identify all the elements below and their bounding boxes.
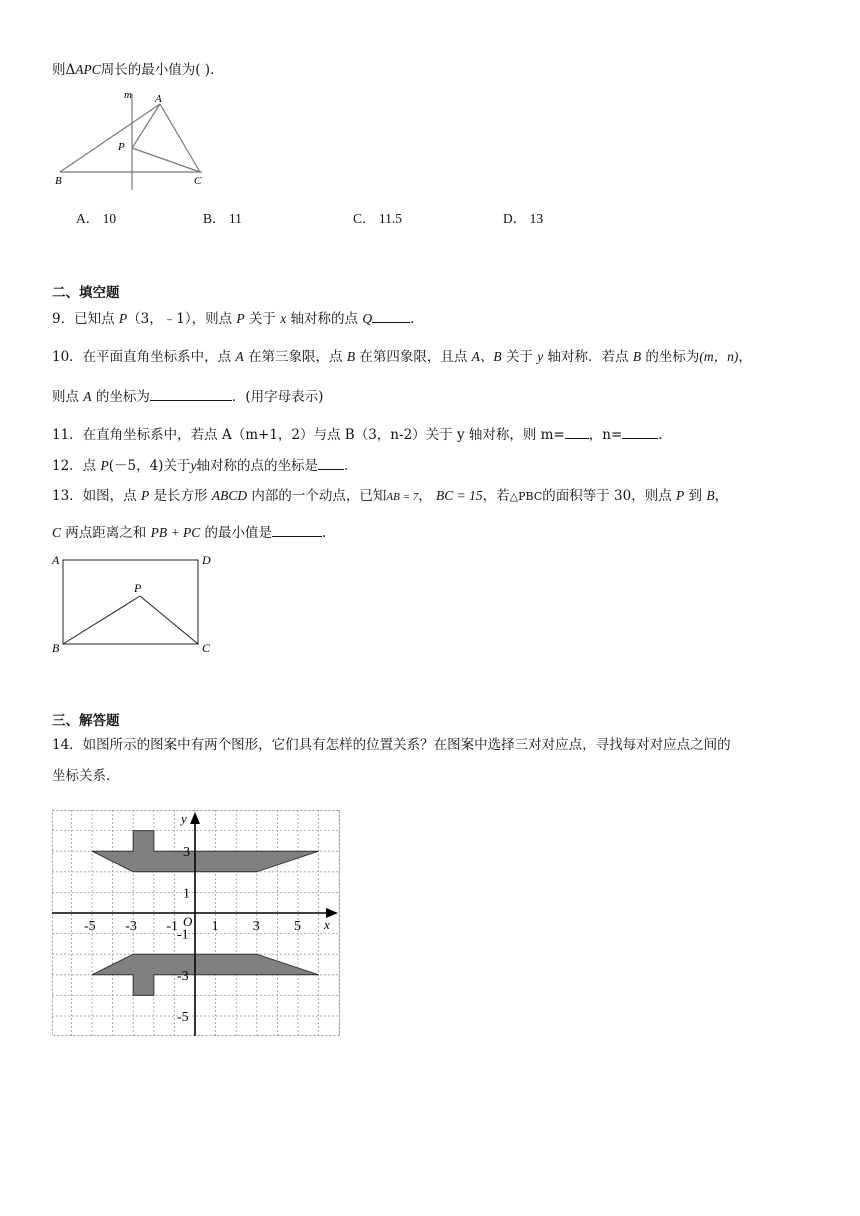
q9: 9．已知点 P（3，﹣1），则点 P 关于 x 轴对称的点 Q . <box>52 308 414 329</box>
q8-stem: 则ΔAPC周长的最小值为( ). <box>52 62 215 78</box>
x-tick-label: -1 <box>166 919 179 934</box>
q10-answer-blank[interactable] <box>150 386 232 401</box>
x-tick-label: 1 <box>211 919 219 934</box>
q13-answer-blank[interactable] <box>272 522 322 537</box>
option-c[interactable]: C． 11.5 <box>353 211 403 226</box>
label-A: A <box>155 93 162 105</box>
label-A: A <box>52 553 60 567</box>
option-d[interactable]: D． 13 <box>503 211 544 226</box>
option-a[interactable]: A． 10 <box>76 211 117 226</box>
label-C: C <box>202 641 211 655</box>
y-tick-label: 3 <box>183 845 190 861</box>
y-tick-label: 1 <box>183 886 190 902</box>
section-fill-in-title: 二、填空题 <box>52 285 120 301</box>
y-axis-arrow <box>190 812 200 824</box>
x-tick-label: -5 <box>84 919 96 934</box>
label-m: m <box>124 89 132 101</box>
q14-line2: 坐标关系. <box>52 768 111 784</box>
label-B: B <box>55 175 62 187</box>
q10-line1: 10．在平面直角坐标系中，点 A 在第三象限，点 B 在第四象限，且点 A、B 关于 y 轴对称．若点 B 的坐标为(m，n)， <box>52 349 752 365</box>
label-P: P <box>118 141 125 153</box>
q13-line1: 13．如图，点 P 是长方形 ABCD 内部的一个动点，已知AB = 7， BC = 15，若△PBC的面积等于 30，则点 P 到 B， <box>52 488 729 504</box>
origin-label: O <box>183 914 193 929</box>
q10-line2: 则点 A 的坐标为 ．(用字母表示) <box>52 386 323 407</box>
q14-grid-figure <box>52 810 342 1038</box>
y-tick-label: -5 <box>177 1010 189 1025</box>
option-b[interactable]: B． 11 <box>203 211 242 226</box>
q13-figure <box>48 548 228 658</box>
upper-shape <box>92 831 319 872</box>
q11-n-blank[interactable] <box>622 424 658 439</box>
label-B: B <box>52 641 60 655</box>
q11-m-blank[interactable] <box>565 424 589 439</box>
q9-answer-blank[interactable] <box>372 308 410 323</box>
section-answer-title: 三、解答题 <box>52 713 120 729</box>
y-axis-label: y <box>181 811 187 826</box>
y-tick-label: -3 <box>177 968 189 984</box>
lower-shape <box>92 954 319 995</box>
q13-line2: C 两点距离之和 PB + PC 的最小值是 . <box>52 522 326 543</box>
q8-figure <box>52 84 222 194</box>
label-D: D <box>202 553 211 567</box>
q12-answer-blank[interactable] <box>318 455 344 470</box>
x-tick-label: 3 <box>252 919 260 934</box>
q12: 12．点 P(－5，4)关于y轴对称的点的坐标是 . <box>52 455 348 476</box>
x-tick-label: 5 <box>294 919 301 934</box>
label-C: C <box>194 175 202 187</box>
x-tick-label: -3 <box>125 919 137 934</box>
y-tick-label: -1 <box>177 927 189 943</box>
q11: 11．在直角坐标系中，若点 A（m+1，2）与点 B（3，n-2）关于 y 轴对称，则 m= ，n= . <box>52 424 663 445</box>
q14-line1: 14．如图所示的图案中有两个图形，它们具有怎样的位置关系？在图案中选择三对对应点，寻找每对对应点之间的 <box>52 737 731 753</box>
x-axis-label: x <box>324 917 330 932</box>
label-P: P <box>134 581 142 595</box>
